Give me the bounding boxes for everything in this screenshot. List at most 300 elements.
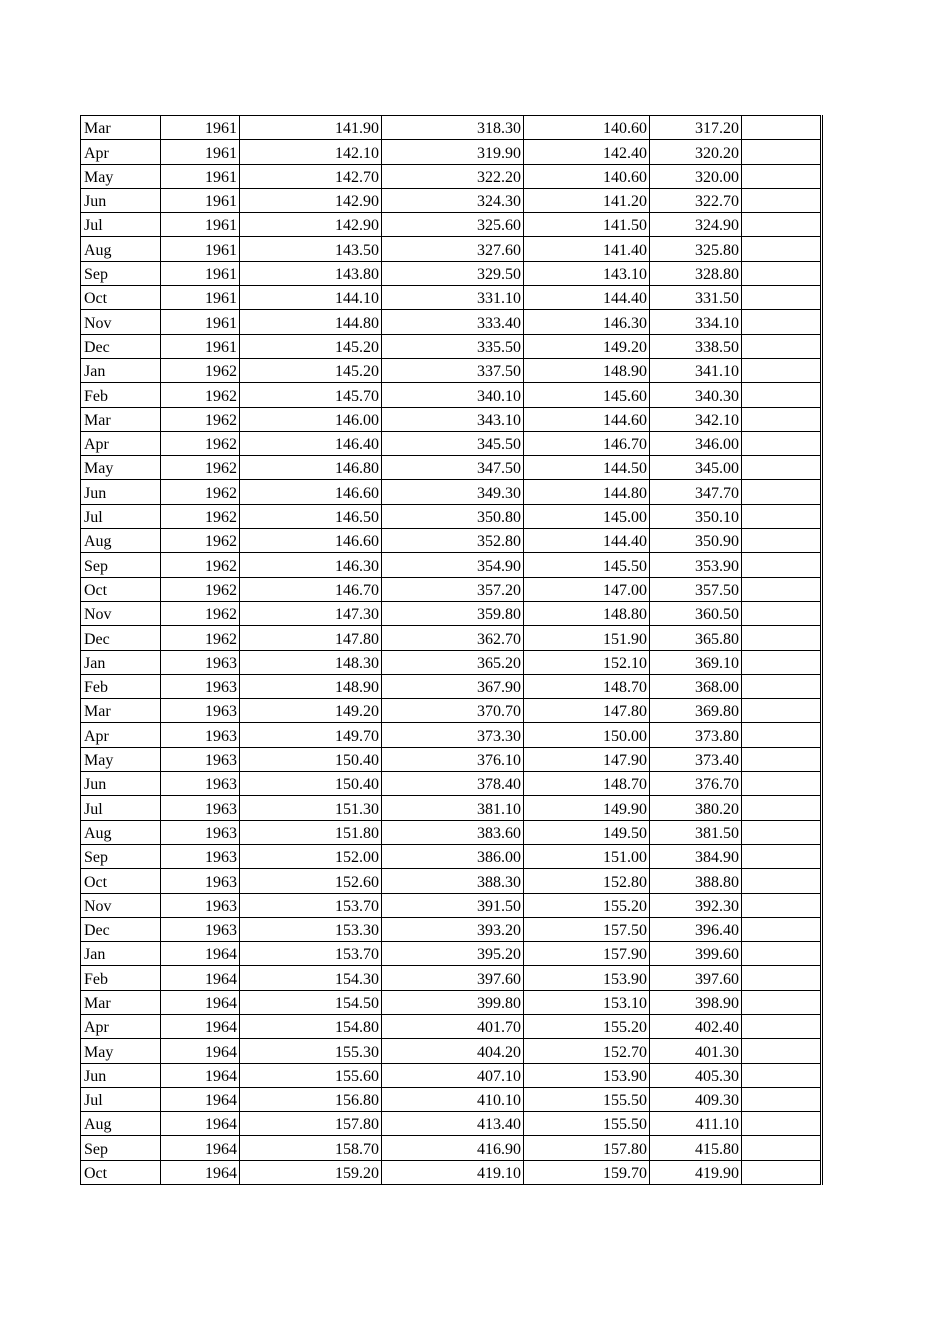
value-3-cell: 152.10: [524, 650, 650, 674]
value-3-cell: 145.60: [524, 383, 650, 407]
value-4-cell: 345.00: [650, 456, 742, 480]
value-2-cell: 393.20: [382, 917, 524, 941]
year-cell: 1964: [161, 1039, 240, 1063]
table-row: [81, 747, 822, 771]
year-cell: 1962: [161, 456, 240, 480]
month-cell: Apr: [81, 431, 161, 455]
year-cell: 1964: [161, 966, 240, 990]
value-1-cell: 154.80: [240, 1014, 382, 1038]
value-3-cell: 155.50: [524, 1112, 650, 1136]
value-1-cell: 145.20: [240, 334, 382, 358]
table-row: [81, 529, 822, 553]
value-2-cell: 345.50: [382, 431, 524, 455]
value-4-cell: 334.10: [650, 310, 742, 334]
table-row: [81, 188, 822, 212]
table-row: [81, 1087, 822, 1111]
value-4-cell: 353.90: [650, 553, 742, 577]
value-4-cell: 340.30: [650, 383, 742, 407]
value-2-cell: 335.50: [382, 334, 524, 358]
value-3-cell: 140.60: [524, 116, 650, 140]
value-1-cell: 148.30: [240, 650, 382, 674]
year-cell: 1961: [161, 334, 240, 358]
value-1-cell: 158.70: [240, 1136, 382, 1160]
table-row: [81, 1160, 822, 1184]
empty-cell: [742, 1087, 822, 1111]
value-2-cell: 357.20: [382, 577, 524, 601]
value-4-cell: 365.80: [650, 626, 742, 650]
value-1-cell: 146.00: [240, 407, 382, 431]
value-1-cell: 156.80: [240, 1087, 382, 1111]
value-3-cell: 147.00: [524, 577, 650, 601]
empty-cell: [742, 140, 822, 164]
value-1-cell: 152.00: [240, 844, 382, 868]
value-4-cell: 384.90: [650, 844, 742, 868]
value-3-cell: 153.10: [524, 990, 650, 1014]
month-cell: Jun: [81, 480, 161, 504]
value-1-cell: 152.60: [240, 869, 382, 893]
value-4-cell: 342.10: [650, 407, 742, 431]
empty-cell: [742, 261, 822, 285]
table-row: [81, 407, 822, 431]
year-cell: 1961: [161, 261, 240, 285]
value-1-cell: 154.30: [240, 966, 382, 990]
table-body: [81, 116, 822, 1185]
value-1-cell: 157.80: [240, 1112, 382, 1136]
value-4-cell: 331.50: [650, 286, 742, 310]
value-4-cell: 360.50: [650, 601, 742, 625]
value-2-cell: 350.80: [382, 504, 524, 528]
month-cell: Sep: [81, 1136, 161, 1160]
value-3-cell: 159.70: [524, 1160, 650, 1184]
table-row: [81, 699, 822, 723]
value-2-cell: 322.20: [382, 164, 524, 188]
value-4-cell: 373.40: [650, 747, 742, 771]
value-4-cell: 376.70: [650, 772, 742, 796]
value-3-cell: 141.50: [524, 213, 650, 237]
year-cell: 1962: [161, 383, 240, 407]
value-3-cell: 146.70: [524, 431, 650, 455]
empty-cell: [742, 286, 822, 310]
table-row: [81, 456, 822, 480]
value-4-cell: 380.20: [650, 796, 742, 820]
value-1-cell: 149.20: [240, 699, 382, 723]
value-3-cell: 141.20: [524, 188, 650, 212]
value-4-cell: 396.40: [650, 917, 742, 941]
value-3-cell: 147.90: [524, 747, 650, 771]
year-cell: 1961: [161, 237, 240, 261]
value-4-cell: 402.40: [650, 1014, 742, 1038]
year-cell: 1963: [161, 699, 240, 723]
value-3-cell: 157.90: [524, 942, 650, 966]
value-4-cell: 341.10: [650, 358, 742, 382]
value-3-cell: 148.80: [524, 601, 650, 625]
value-4-cell: 415.80: [650, 1136, 742, 1160]
year-cell: 1964: [161, 1160, 240, 1184]
value-1-cell: 153.70: [240, 893, 382, 917]
month-cell: Jan: [81, 942, 161, 966]
value-2-cell: 347.50: [382, 456, 524, 480]
value-4-cell: 350.10: [650, 504, 742, 528]
value-4-cell: 325.80: [650, 237, 742, 261]
year-cell: 1964: [161, 1087, 240, 1111]
year-cell: 1962: [161, 358, 240, 382]
year-cell: 1962: [161, 553, 240, 577]
value-4-cell: 346.00: [650, 431, 742, 455]
table-row: [81, 942, 822, 966]
value-1-cell: 144.10: [240, 286, 382, 310]
month-cell: Oct: [81, 869, 161, 893]
value-3-cell: 152.80: [524, 869, 650, 893]
table-row: [81, 383, 822, 407]
value-4-cell: 320.20: [650, 140, 742, 164]
value-4-cell: 398.90: [650, 990, 742, 1014]
month-cell: May: [81, 456, 161, 480]
year-cell: 1963: [161, 869, 240, 893]
year-cell: 1963: [161, 893, 240, 917]
value-2-cell: 416.90: [382, 1136, 524, 1160]
value-2-cell: 352.80: [382, 529, 524, 553]
month-cell: Jun: [81, 772, 161, 796]
table-row: [81, 1112, 822, 1136]
value-2-cell: 386.00: [382, 844, 524, 868]
value-1-cell: 143.80: [240, 261, 382, 285]
value-1-cell: 153.70: [240, 942, 382, 966]
year-cell: 1961: [161, 140, 240, 164]
month-cell: Oct: [81, 286, 161, 310]
value-2-cell: 349.30: [382, 480, 524, 504]
table-row: [81, 772, 822, 796]
empty-cell: [742, 893, 822, 917]
table-row: [81, 893, 822, 917]
value-4-cell: 388.80: [650, 869, 742, 893]
value-1-cell: 142.90: [240, 188, 382, 212]
value-3-cell: 144.40: [524, 286, 650, 310]
table-row: [81, 650, 822, 674]
value-4-cell: 322.70: [650, 188, 742, 212]
empty-cell: [742, 723, 822, 747]
empty-cell: [742, 1039, 822, 1063]
value-2-cell: 343.10: [382, 407, 524, 431]
table-row: [81, 674, 822, 698]
year-cell: 1962: [161, 577, 240, 601]
year-cell: 1963: [161, 723, 240, 747]
value-2-cell: 324.30: [382, 188, 524, 212]
value-3-cell: 147.80: [524, 699, 650, 723]
value-2-cell: 318.30: [382, 116, 524, 140]
table-row: [81, 164, 822, 188]
value-1-cell: 159.20: [240, 1160, 382, 1184]
value-4-cell: 411.10: [650, 1112, 742, 1136]
value-3-cell: 151.00: [524, 844, 650, 868]
value-2-cell: 319.90: [382, 140, 524, 164]
month-cell: Nov: [81, 601, 161, 625]
empty-cell: [742, 1136, 822, 1160]
month-cell: Mar: [81, 699, 161, 723]
month-cell: Feb: [81, 383, 161, 407]
value-1-cell: 146.40: [240, 431, 382, 455]
empty-cell: [742, 796, 822, 820]
value-4-cell: 357.50: [650, 577, 742, 601]
empty-cell: [742, 1160, 822, 1184]
table-row: [81, 213, 822, 237]
value-2-cell: 378.40: [382, 772, 524, 796]
empty-cell: [742, 1014, 822, 1038]
table-row: [81, 917, 822, 941]
value-2-cell: 325.60: [382, 213, 524, 237]
empty-cell: [742, 237, 822, 261]
year-cell: 1962: [161, 407, 240, 431]
table-row: [81, 261, 822, 285]
month-cell: Mar: [81, 407, 161, 431]
value-1-cell: 150.40: [240, 747, 382, 771]
value-2-cell: 376.10: [382, 747, 524, 771]
month-cell: Dec: [81, 917, 161, 941]
value-3-cell: 148.70: [524, 772, 650, 796]
empty-cell: [742, 553, 822, 577]
value-1-cell: 151.80: [240, 820, 382, 844]
value-2-cell: 373.30: [382, 723, 524, 747]
value-4-cell: 419.90: [650, 1160, 742, 1184]
value-3-cell: 145.50: [524, 553, 650, 577]
value-1-cell: 145.70: [240, 383, 382, 407]
empty-cell: [742, 213, 822, 237]
year-cell: 1961: [161, 213, 240, 237]
year-cell: 1964: [161, 1136, 240, 1160]
table-row: [81, 140, 822, 164]
year-cell: 1962: [161, 529, 240, 553]
value-3-cell: 153.90: [524, 966, 650, 990]
month-cell: Apr: [81, 140, 161, 164]
year-cell: 1961: [161, 116, 240, 140]
value-2-cell: 362.70: [382, 626, 524, 650]
value-2-cell: 413.40: [382, 1112, 524, 1136]
empty-cell: [742, 431, 822, 455]
value-1-cell: 142.70: [240, 164, 382, 188]
value-1-cell: 146.30: [240, 553, 382, 577]
empty-cell: [742, 164, 822, 188]
value-2-cell: 407.10: [382, 1063, 524, 1087]
empty-cell: [742, 480, 822, 504]
value-1-cell: 146.60: [240, 480, 382, 504]
value-4-cell: 324.90: [650, 213, 742, 237]
value-4-cell: 350.90: [650, 529, 742, 553]
table-row: [81, 553, 822, 577]
month-cell: Feb: [81, 966, 161, 990]
table-row: [81, 431, 822, 455]
table-row: [81, 334, 822, 358]
value-2-cell: 399.80: [382, 990, 524, 1014]
month-cell: Jun: [81, 1063, 161, 1087]
empty-cell: [742, 820, 822, 844]
empty-cell: [742, 383, 822, 407]
table-row: [81, 1063, 822, 1087]
month-cell: Jul: [81, 213, 161, 237]
data-table: [80, 115, 823, 1185]
empty-cell: [742, 529, 822, 553]
value-1-cell: 149.70: [240, 723, 382, 747]
month-cell: Feb: [81, 674, 161, 698]
value-2-cell: 365.20: [382, 650, 524, 674]
month-cell: Oct: [81, 1160, 161, 1184]
value-3-cell: 140.60: [524, 164, 650, 188]
value-4-cell: 399.60: [650, 942, 742, 966]
value-2-cell: 404.20: [382, 1039, 524, 1063]
table-row: [81, 237, 822, 261]
value-3-cell: 143.10: [524, 261, 650, 285]
value-4-cell: 405.30: [650, 1063, 742, 1087]
value-3-cell: 157.50: [524, 917, 650, 941]
value-3-cell: 146.30: [524, 310, 650, 334]
year-cell: 1964: [161, 1112, 240, 1136]
value-4-cell: 392.30: [650, 893, 742, 917]
year-cell: 1961: [161, 286, 240, 310]
year-cell: 1963: [161, 820, 240, 844]
empty-cell: [742, 1112, 822, 1136]
table-row: [81, 966, 822, 990]
month-cell: Aug: [81, 1112, 161, 1136]
value-1-cell: 145.20: [240, 358, 382, 382]
month-cell: Mar: [81, 990, 161, 1014]
value-3-cell: 144.40: [524, 529, 650, 553]
value-4-cell: 373.80: [650, 723, 742, 747]
value-3-cell: 150.00: [524, 723, 650, 747]
value-3-cell: 149.50: [524, 820, 650, 844]
value-1-cell: 146.50: [240, 504, 382, 528]
table-row: [81, 796, 822, 820]
empty-cell: [742, 942, 822, 966]
year-cell: 1963: [161, 917, 240, 941]
table-row: [81, 844, 822, 868]
empty-cell: [742, 674, 822, 698]
value-2-cell: 388.30: [382, 869, 524, 893]
value-1-cell: 154.50: [240, 990, 382, 1014]
empty-cell: [742, 699, 822, 723]
month-cell: Sep: [81, 553, 161, 577]
empty-cell: [742, 990, 822, 1014]
value-4-cell: 328.80: [650, 261, 742, 285]
value-3-cell: 155.20: [524, 1014, 650, 1038]
value-2-cell: 333.40: [382, 310, 524, 334]
value-3-cell: 149.90: [524, 796, 650, 820]
value-1-cell: 142.90: [240, 213, 382, 237]
table-row: [81, 577, 822, 601]
value-2-cell: 401.70: [382, 1014, 524, 1038]
value-1-cell: 146.60: [240, 529, 382, 553]
empty-cell: [742, 188, 822, 212]
month-cell: Apr: [81, 1014, 161, 1038]
table-row: [81, 310, 822, 334]
value-2-cell: 367.90: [382, 674, 524, 698]
value-1-cell: 155.30: [240, 1039, 382, 1063]
value-3-cell: 145.00: [524, 504, 650, 528]
value-2-cell: 381.10: [382, 796, 524, 820]
value-1-cell: 151.30: [240, 796, 382, 820]
year-cell: 1964: [161, 1063, 240, 1087]
empty-cell: [742, 456, 822, 480]
table-row: [81, 723, 822, 747]
month-cell: Oct: [81, 577, 161, 601]
value-1-cell: 147.30: [240, 601, 382, 625]
value-4-cell: 369.80: [650, 699, 742, 723]
empty-cell: [742, 116, 822, 140]
value-4-cell: 317.20: [650, 116, 742, 140]
month-cell: Mar: [81, 116, 161, 140]
year-cell: 1963: [161, 796, 240, 820]
value-1-cell: 143.50: [240, 237, 382, 261]
value-3-cell: 148.90: [524, 358, 650, 382]
value-3-cell: 157.80: [524, 1136, 650, 1160]
month-cell: May: [81, 164, 161, 188]
month-cell: Sep: [81, 844, 161, 868]
year-cell: 1963: [161, 674, 240, 698]
year-cell: 1964: [161, 1014, 240, 1038]
table-row: [81, 504, 822, 528]
year-cell: 1961: [161, 310, 240, 334]
year-cell: 1963: [161, 650, 240, 674]
value-1-cell: 141.90: [240, 116, 382, 140]
year-cell: 1964: [161, 990, 240, 1014]
empty-cell: [742, 358, 822, 382]
empty-cell: [742, 407, 822, 431]
empty-cell: [742, 601, 822, 625]
value-2-cell: 397.60: [382, 966, 524, 990]
year-cell: 1964: [161, 942, 240, 966]
value-2-cell: 337.50: [382, 358, 524, 382]
value-2-cell: 354.90: [382, 553, 524, 577]
table-row: [81, 1014, 822, 1038]
value-4-cell: 368.00: [650, 674, 742, 698]
table-row: [81, 1136, 822, 1160]
value-2-cell: 395.20: [382, 942, 524, 966]
year-cell: 1961: [161, 164, 240, 188]
value-2-cell: 327.60: [382, 237, 524, 261]
table-row: [81, 869, 822, 893]
value-1-cell: 148.90: [240, 674, 382, 698]
empty-cell: [742, 966, 822, 990]
value-3-cell: 144.80: [524, 480, 650, 504]
month-cell: Aug: [81, 529, 161, 553]
value-2-cell: 419.10: [382, 1160, 524, 1184]
value-1-cell: 155.60: [240, 1063, 382, 1087]
value-2-cell: 370.70: [382, 699, 524, 723]
value-1-cell: 144.80: [240, 310, 382, 334]
value-3-cell: 151.90: [524, 626, 650, 650]
value-4-cell: 369.10: [650, 650, 742, 674]
value-3-cell: 141.40: [524, 237, 650, 261]
year-cell: 1962: [161, 480, 240, 504]
year-cell: 1962: [161, 431, 240, 455]
table-row: [81, 116, 822, 140]
empty-cell: [742, 772, 822, 796]
table-row: [81, 820, 822, 844]
table-row: [81, 1039, 822, 1063]
value-4-cell: 338.50: [650, 334, 742, 358]
month-cell: Aug: [81, 237, 161, 261]
value-4-cell: 347.70: [650, 480, 742, 504]
value-2-cell: 359.80: [382, 601, 524, 625]
year-cell: 1962: [161, 626, 240, 650]
value-3-cell: 155.20: [524, 893, 650, 917]
value-3-cell: 142.40: [524, 140, 650, 164]
value-2-cell: 329.50: [382, 261, 524, 285]
month-cell: Apr: [81, 723, 161, 747]
value-2-cell: 383.60: [382, 820, 524, 844]
empty-cell: [742, 747, 822, 771]
value-1-cell: 146.70: [240, 577, 382, 601]
table-row: [81, 480, 822, 504]
value-1-cell: 146.80: [240, 456, 382, 480]
month-cell: Aug: [81, 820, 161, 844]
